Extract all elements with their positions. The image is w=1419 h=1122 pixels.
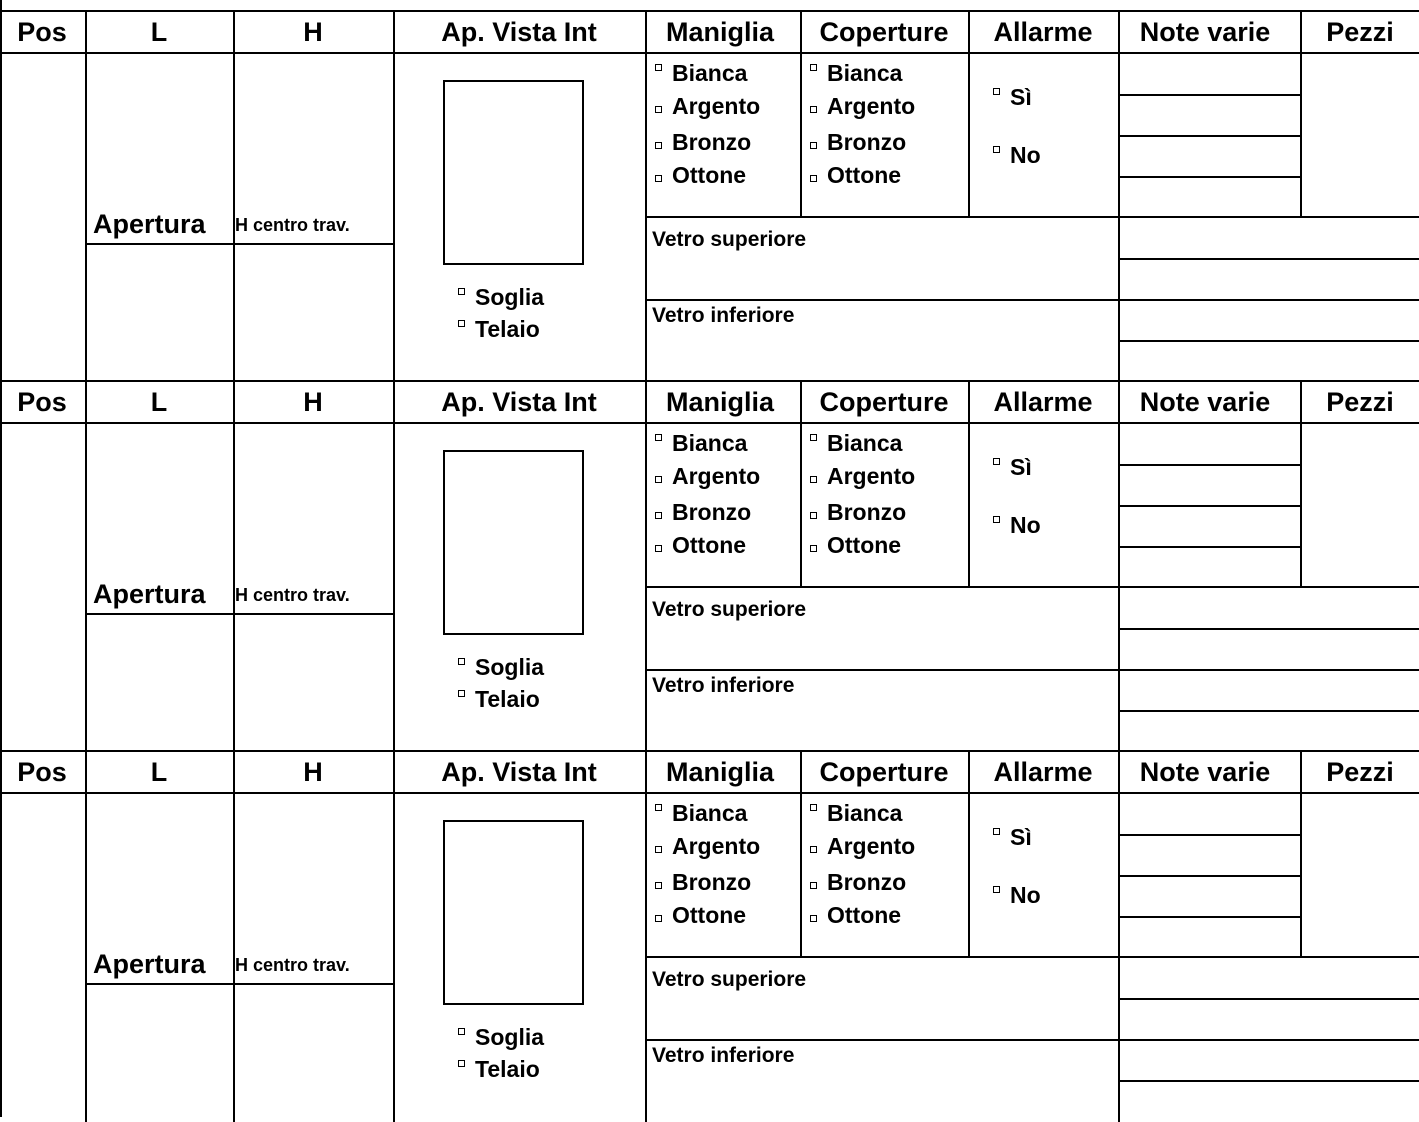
checkbox-icon[interactable] [993, 516, 1000, 523]
allarme-no[interactable] [993, 144, 1041, 167]
checkbox-icon[interactable] [810, 512, 817, 519]
column-header-pezzi: Pezzi [1301, 19, 1419, 46]
h-centro-field[interactable] [235, 615, 393, 752]
column-header-pos: Pos [0, 759, 84, 786]
maniglia-argento-label: Argento [672, 93, 760, 119]
column-header-l: L [85, 19, 233, 46]
frame-option-telaio[interactable] [458, 1058, 540, 1081]
h-field[interactable] [235, 794, 393, 944]
allarme-si[interactable] [993, 86, 1032, 109]
pezzi-field[interactable] [1302, 54, 1419, 216]
checkbox-icon[interactable] [993, 828, 1000, 835]
column-header-coperture: Coperture [800, 19, 968, 46]
pos-field[interactable] [2, 54, 85, 382]
allarme-no-label: No [1010, 512, 1041, 538]
column-header-allarme: Allarme [968, 759, 1118, 786]
vetro-superiore-label: Vetro superiore [652, 599, 806, 620]
note-line [1118, 464, 1300, 466]
coperture-bronzo[interactable] [810, 871, 906, 894]
frame-option-telaio-label: Telaio [475, 1056, 540, 1082]
allarme-si-label: Sì [1010, 454, 1032, 480]
body-divider-maniglia [800, 52, 802, 216]
coperture-bianca-label: Bianca [827, 430, 902, 456]
note-line [1118, 135, 1300, 137]
apertura-field[interactable] [87, 615, 233, 752]
column-header-h: H [233, 759, 393, 786]
checkbox-icon[interactable] [655, 882, 662, 889]
checkbox-icon[interactable] [993, 146, 1000, 153]
frame-option-telaio-label: Telaio [475, 686, 540, 712]
column-header-maniglia: Maniglia [643, 19, 798, 46]
maniglia-argento-label: Argento [672, 833, 760, 859]
apertura-label: Apertura [93, 581, 206, 608]
allarme-si-label: Sì [1010, 824, 1032, 850]
coperture-bianca[interactable] [810, 432, 902, 455]
maniglia-ottone[interactable] [655, 534, 746, 557]
window-preview-box[interactable] [443, 450, 584, 635]
body-divider-h [393, 52, 395, 382]
maniglia-argento[interactable] [655, 465, 760, 488]
vetro-divider-line [645, 299, 1419, 301]
checkbox-icon[interactable] [810, 846, 817, 853]
maniglia-ottone-label: Ottone [672, 902, 746, 928]
l-field[interactable] [87, 424, 233, 574]
apertura-label: Apertura [93, 211, 206, 238]
coperture-bianca[interactable] [810, 62, 902, 85]
options-bottom-line [645, 956, 1419, 958]
column-header-note-varie: Note varie [1114, 19, 1296, 46]
column-header-ap-vista-int: Ap. Vista Int [393, 389, 645, 416]
checkbox-icon[interactable] [810, 434, 817, 441]
header-top-line [0, 750, 1419, 752]
vetro-superiore-label: Vetro superiore [652, 229, 806, 250]
maniglia-bronzo-label: Bronzo [672, 129, 751, 155]
column-header-ap-vista-int: Ap. Vista Int [393, 19, 645, 46]
checkbox-icon[interactable] [810, 804, 817, 811]
h-centro-label: H centro trav. [235, 586, 350, 604]
checkbox-icon[interactable] [810, 915, 817, 922]
column-header-h: H [233, 19, 393, 46]
maniglia-bianca-label: Bianca [672, 60, 747, 86]
note-line [1118, 505, 1300, 507]
coperture-bronzo-label: Bronzo [827, 499, 906, 525]
checkbox-icon[interactable] [655, 545, 662, 552]
frame-option-soglia[interactable] [458, 286, 544, 309]
coperture-argento[interactable] [810, 95, 915, 118]
body-divider-coperture [968, 52, 970, 216]
checkbox-icon[interactable] [458, 320, 465, 327]
pezzi-field[interactable] [1302, 424, 1419, 586]
maniglia-bronzo[interactable] [655, 131, 751, 154]
options-bottom-line [645, 586, 1419, 588]
column-header-l: L [85, 389, 233, 416]
coperture-ottone[interactable] [810, 904, 901, 927]
checkbox-icon[interactable] [655, 64, 662, 71]
checkbox-icon[interactable] [810, 175, 817, 182]
pos-field[interactable] [2, 794, 85, 1122]
note-line [1118, 94, 1300, 96]
header-top-line [0, 380, 1419, 382]
h-field[interactable] [235, 54, 393, 204]
vetro-note-line [1118, 710, 1419, 712]
maniglia-bianca[interactable] [655, 432, 747, 455]
checkbox-icon[interactable] [810, 64, 817, 71]
checkbox-icon[interactable] [655, 175, 662, 182]
vetro-divider-line [645, 1039, 1419, 1041]
pezzi-field[interactable] [1302, 794, 1419, 956]
allarme-si[interactable] [993, 826, 1032, 849]
checkbox-icon[interactable] [458, 1060, 465, 1067]
maniglia-ottone[interactable] [655, 164, 746, 187]
allarme-si[interactable] [993, 456, 1032, 479]
pos-field[interactable] [2, 424, 85, 752]
checkbox-icon[interactable] [810, 476, 817, 483]
column-header-ap-vista-int: Ap. Vista Int [393, 759, 645, 786]
coperture-argento-label: Argento [827, 93, 915, 119]
body-divider-h [393, 792, 395, 1122]
frame-option-soglia-label: Soglia [475, 1024, 544, 1050]
apertura-field[interactable] [87, 245, 233, 382]
column-header-pezzi: Pezzi [1301, 389, 1419, 416]
checkbox-icon[interactable] [655, 142, 662, 149]
coperture-bianca-label: Bianca [827, 60, 902, 86]
allarme-no[interactable] [993, 884, 1041, 907]
maniglia-bianca-label: Bianca [672, 800, 747, 826]
window-preview-box[interactable] [443, 820, 584, 1005]
frame-option-telaio[interactable] [458, 688, 540, 711]
note-line [1118, 916, 1300, 918]
vetro-inferiore-label: Vetro inferiore [652, 675, 794, 696]
vetro-note-line [1118, 628, 1419, 630]
maniglia-argento-label: Argento [672, 463, 760, 489]
note-line [1118, 875, 1300, 877]
maniglia-ottone-label: Ottone [672, 532, 746, 558]
h-centro-field[interactable] [235, 985, 393, 1122]
vetro-note-line [1118, 258, 1419, 260]
coperture-bronzo[interactable] [810, 131, 906, 154]
coperture-ottone[interactable] [810, 534, 901, 557]
coperture-argento[interactable] [810, 465, 915, 488]
maniglia-ottone-label: Ottone [672, 162, 746, 188]
maniglia-bianca-label: Bianca [672, 430, 747, 456]
coperture-bianca[interactable] [810, 802, 902, 825]
coperture-ottone-label: Ottone [827, 162, 901, 188]
h-centro-field[interactable] [235, 245, 393, 382]
header-top-line [0, 10, 1419, 12]
l-field[interactable] [87, 794, 233, 944]
vetro-superiore-label: Vetro superiore [652, 969, 806, 990]
column-header-allarme: Allarme [968, 19, 1118, 46]
allarme-si-label: Sì [1010, 84, 1032, 110]
allarme-no[interactable] [993, 514, 1041, 537]
column-header-pezzi: Pezzi [1301, 759, 1419, 786]
body-divider-maniglia [800, 792, 802, 956]
maniglia-bronzo[interactable] [655, 871, 751, 894]
allarme-no-label: No [1010, 142, 1041, 168]
column-header-coperture: Coperture [800, 389, 968, 416]
coperture-bianca-label: Bianca [827, 800, 902, 826]
h-field[interactable] [235, 424, 393, 574]
apertura-field[interactable] [87, 985, 233, 1122]
column-header-maniglia: Maniglia [643, 389, 798, 416]
checkbox-icon[interactable] [655, 846, 662, 853]
column-header-h: H [233, 389, 393, 416]
column-header-l: L [85, 759, 233, 786]
maniglia-argento[interactable] [655, 95, 760, 118]
column-header-note-varie: Note varie [1114, 759, 1296, 786]
checkbox-icon[interactable] [655, 512, 662, 519]
column-header-note-varie: Note varie [1114, 389, 1296, 416]
coperture-bronzo-label: Bronzo [827, 129, 906, 155]
column-header-maniglia: Maniglia [643, 759, 798, 786]
checkbox-icon[interactable] [810, 106, 817, 113]
body-divider-h [393, 422, 395, 752]
vetro-note-line [1118, 1080, 1419, 1082]
coperture-bronzo-label: Bronzo [827, 869, 906, 895]
column-header-pos: Pos [0, 19, 84, 46]
vetro-inferiore-label: Vetro inferiore [652, 305, 794, 326]
coperture-argento[interactable] [810, 835, 915, 858]
maniglia-bianca[interactable] [655, 802, 747, 825]
window-preview-box[interactable] [443, 80, 584, 265]
body-divider-coperture [968, 422, 970, 586]
column-header-coperture: Coperture [800, 759, 968, 786]
frame-option-soglia[interactable] [458, 656, 544, 679]
frame-option-soglia-label: Soglia [475, 654, 544, 680]
checkbox-icon[interactable] [655, 106, 662, 113]
checkbox-icon[interactable] [655, 434, 662, 441]
maniglia-bronzo-label: Bronzo [672, 869, 751, 895]
note-line [1118, 834, 1300, 836]
frame-option-telaio-label: Telaio [475, 316, 540, 342]
checkbox-icon[interactable] [810, 142, 817, 149]
checkbox-icon[interactable] [655, 915, 662, 922]
checkbox-icon[interactable] [458, 288, 465, 295]
coperture-ottone[interactable] [810, 164, 901, 187]
h-centro-label: H centro trav. [235, 956, 350, 974]
checkbox-icon[interactable] [993, 886, 1000, 893]
vetro-inferiore-label: Vetro inferiore [652, 1045, 794, 1066]
checkbox-icon[interactable] [810, 545, 817, 552]
h-centro-label: H centro trav. [235, 216, 350, 234]
coperture-bronzo[interactable] [810, 501, 906, 524]
coperture-ottone-label: Ottone [827, 532, 901, 558]
checkbox-icon[interactable] [458, 658, 465, 665]
vetro-divider-line [645, 669, 1419, 671]
checkbox-icon[interactable] [458, 690, 465, 697]
body-divider-coperture [968, 792, 970, 956]
note-line [1118, 176, 1300, 178]
note-line [1118, 546, 1300, 548]
maniglia-bianca[interactable] [655, 62, 747, 85]
vetro-note-line [1118, 998, 1419, 1000]
checkbox-icon[interactable] [655, 804, 662, 811]
maniglia-bronzo[interactable] [655, 501, 751, 524]
allarme-no-label: No [1010, 882, 1041, 908]
frame-option-soglia[interactable] [458, 1026, 544, 1049]
vetro-note-line [1118, 340, 1419, 342]
checkbox-icon[interactable] [810, 882, 817, 889]
frame-option-telaio[interactable] [458, 318, 540, 341]
coperture-argento-label: Argento [827, 833, 915, 859]
column-header-allarme: Allarme [968, 389, 1118, 416]
l-field[interactable] [87, 54, 233, 204]
maniglia-bronzo-label: Bronzo [672, 499, 751, 525]
apertura-label: Apertura [93, 951, 206, 978]
coperture-argento-label: Argento [827, 463, 915, 489]
body-divider-maniglia [800, 422, 802, 586]
column-header-pos: Pos [0, 389, 84, 416]
maniglia-argento[interactable] [655, 835, 760, 858]
maniglia-ottone[interactable] [655, 904, 746, 927]
checkbox-icon[interactable] [655, 476, 662, 483]
frame-option-soglia-label: Soglia [475, 284, 544, 310]
coperture-ottone-label: Ottone [827, 902, 901, 928]
checkbox-icon[interactable] [993, 458, 1000, 465]
checkbox-icon[interactable] [993, 88, 1000, 95]
options-bottom-line [645, 216, 1419, 218]
checkbox-icon[interactable] [458, 1028, 465, 1035]
